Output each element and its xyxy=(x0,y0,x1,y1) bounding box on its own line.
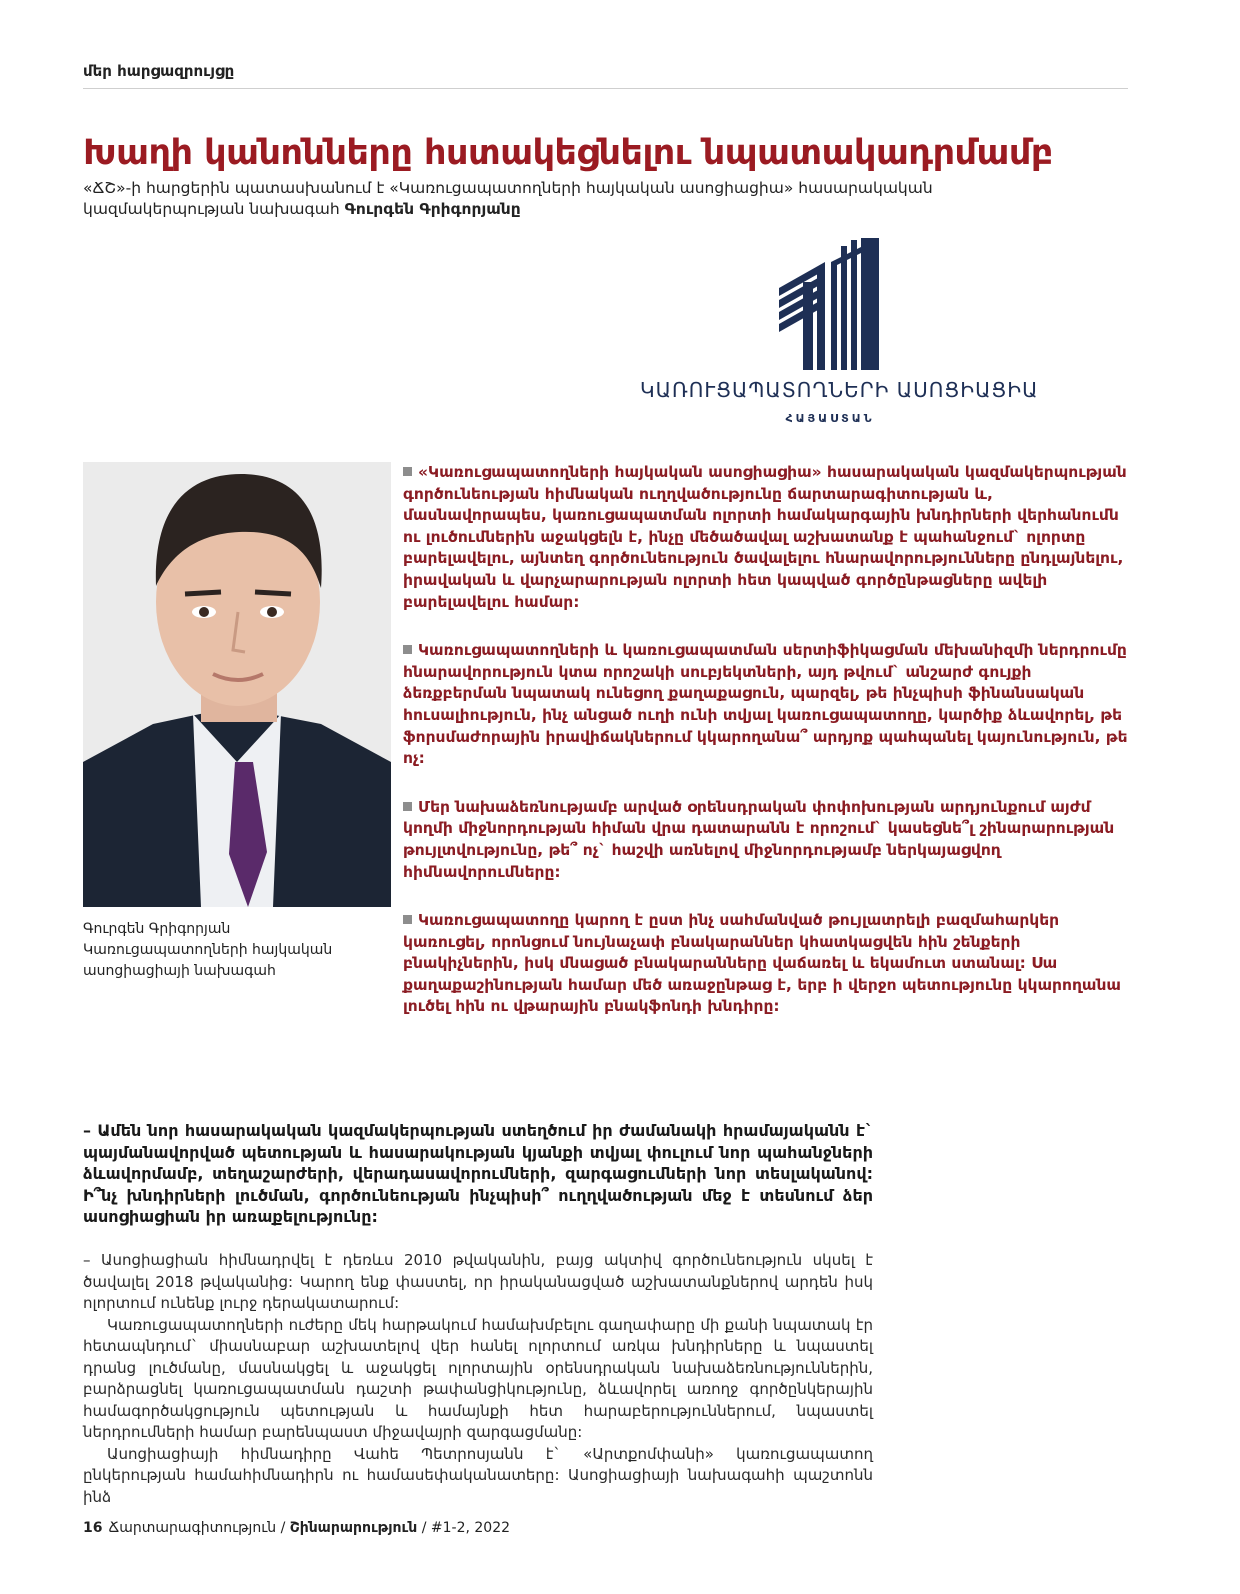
article-intro xyxy=(83,178,963,220)
interview-question: – Ամեն նոր հասարակական կազմակերպության ստեղծում իր ժամանակի հրամայականն է` պայմանավորված պետության և հասարակության կյանքի տվյալ փուլում նոր պահանջների ձևավորմամբ, տեղաշարժերի, վերադասավորումների, զարգացումների նոր տեսլականով: Ի՞նչ խնդիրների լուծման, գործունեության ինչպիսի՞ ուղղվածության մեջ է տեսնում ձեր ասոցիացիան իր առաքելությունը: xyxy=(83,1121,873,1226)
logo-country: ՀԱՅԱՍՏԱՆ xyxy=(785,412,875,425)
answer-paragraph: – Ասոցիացիան հիմնադրվել է դեռևս 2010 թվականին, բայց ակտիվ գործունեություն սկսել է ծավալել 2018 թվականից: Կարող ենք փաստել, որ իրականացված աշխատանքներով արդեն իսկ ոլորտում ունենք լուրջ դերակատարում: xyxy=(83,1251,873,1312)
section-tag: մեր հարցազրույցը xyxy=(83,62,235,80)
caption-title-line2: ասոցիացիայի նախագահ xyxy=(83,963,276,979)
logo-mark-icon xyxy=(775,238,885,372)
footer-section: Ճարտարագիտություն / xyxy=(108,1520,290,1536)
page-number: 16 xyxy=(83,1520,103,1536)
highlight-point: Մեր նախաձեռնությամբ արված օրենսդրական փոփոխության արդյունքում այժմ կողմի միջնորդության հիման վրա դատարանն է որոշում` կասեցնե՞լ շինարարության թույլտվությունը, թե՞ ոչ` հաշվի առնելով միջնորդությամբ ներկայացվող հիմնավորումները: xyxy=(403,797,1115,881)
intro-text: «ՃՇ»-ի հարցերին պատասխանում է «Կառուցապատողների հայկական ասոցիացիա» հասարակական կազմակերպության նախագահ xyxy=(83,179,933,218)
interview-answer xyxy=(83,1250,873,1508)
article-headline: Խաղի կանոնները հստակեցնելու նպատակադրմամբ xyxy=(83,133,1053,174)
bullet-square-icon xyxy=(403,802,412,811)
portrait-photo xyxy=(83,462,391,907)
bullet-square-icon xyxy=(403,915,412,924)
highlight-point: «Կառուցապատողների հայկական ասոցիացիա» հասարակական կազմակերպության գործունեության հիմնական ուղղվածությունը ճարտարագիտության և, մասնավորապես, կառուցապատման ոլորտի համակարգային խնդիրների վերհանումն ու լուծումներին աջակցելն է, ինչը մեծածավալ աշխատանք է պահանջում` ոլորտը բարելավելու, այնտեղ գործունեություն ծավալելու հնարավորությունները ընդլայնելու, իրավական և վարչարարության ոլորտի հետ կապված գործընթացները ավելի բարելավելու համար: xyxy=(403,463,1127,611)
highlight-point: Կառուցապատողների և կառուցապատման սերտիֆիկացման մեխանիզմի ներդրումը հնարավորություն կտա որոշակի սուբյեկտների, այդ թվում` անշարժ գույքի ձեռքբերման նպատակ ունեցող քաղաքացուն, պարզել, թե ինչպիսի ֆինանսական հուսալիություն, ինչ անցած ուղի ունի տվյալ կառուցապատողը, կարծիք ձևավորել, թե ֆորսմաժորային իրավիճակներում կկարողանա՞ արդյոք պահպանել կայունություն, թե ոչ: xyxy=(403,641,1128,768)
highlight-points xyxy=(403,462,1128,1045)
caption-name: Գուրգեն Գրիգորյան xyxy=(83,921,231,937)
caption-title-line1: Կառուցապատողների հայկական xyxy=(83,942,333,958)
highlight-point: Կառուցապատողը կարող է ըստ ինչ սահմանված թույլատրելի բազմահարկեր կառուցել, որոնցում նույնաչափ բնակարաններ կհատկացվեն հին շենքերի բնակիչներին, իսկ մնացած բնակարանները վաճառել և եկամուտ ստանալ: Սա քաղաքաշինության համար մեծ առաջընթաց է, երբ ի վերջո պետությունը կկարողանա լուծել հին ու վթարային բնակֆոնդի խնդիրը: xyxy=(403,911,1121,1016)
association-logo xyxy=(640,238,1039,448)
footer-magazine: Շինարարություն xyxy=(289,1520,418,1536)
top-rule xyxy=(83,88,1128,89)
bullet-square-icon xyxy=(403,645,412,654)
answer-paragraph: Կառուցապատողների ուժերը մեկ հարթակում համախմբելու գաղափարը մի քանի նպատակ էր հետապնդում` միասնաբար աշխատելով վեր հանել ոլորտում առկա խնդիրները և նպաստել դրանց լուծմանը, մասնակցել և աջակցել ոլորտային օրենսդրական նախաձեռնություններին, բարձրացնել կառուցապատման դաշտի թափանցիկությունը, ձևավորել առողջ գործընկերային համագործակցություն պետության և համայնքի հետ հարաբերություններում, նպաստել ներդրումների համար բարենպաստ միջավայրի զարգացմանը: xyxy=(83,1315,873,1441)
intro-name: Գուրգեն Գրիգորյանը xyxy=(344,200,521,218)
photo-caption xyxy=(83,919,383,982)
page-footer xyxy=(83,1520,510,1536)
answer-paragraph: Ասոցիացիայի հիմնադիրը Վահե Պետրոսյանն է` «Արտքոմփանի» կառուցապատող ընկերության համահիմնադիրն ու համասեփականատերը: Ասոցիացիայի նախագահի պաշտոնն ինձ xyxy=(83,1444,873,1506)
logo-name: ԿԱՌՈՒՑԱՊԱՏՈՂՆԵՐԻ ԱՍՈՑԻԱՑԻԱ xyxy=(640,378,1039,402)
bullet-square-icon xyxy=(403,467,412,476)
footer-issue: / #1-2, 2022 xyxy=(417,1520,511,1536)
